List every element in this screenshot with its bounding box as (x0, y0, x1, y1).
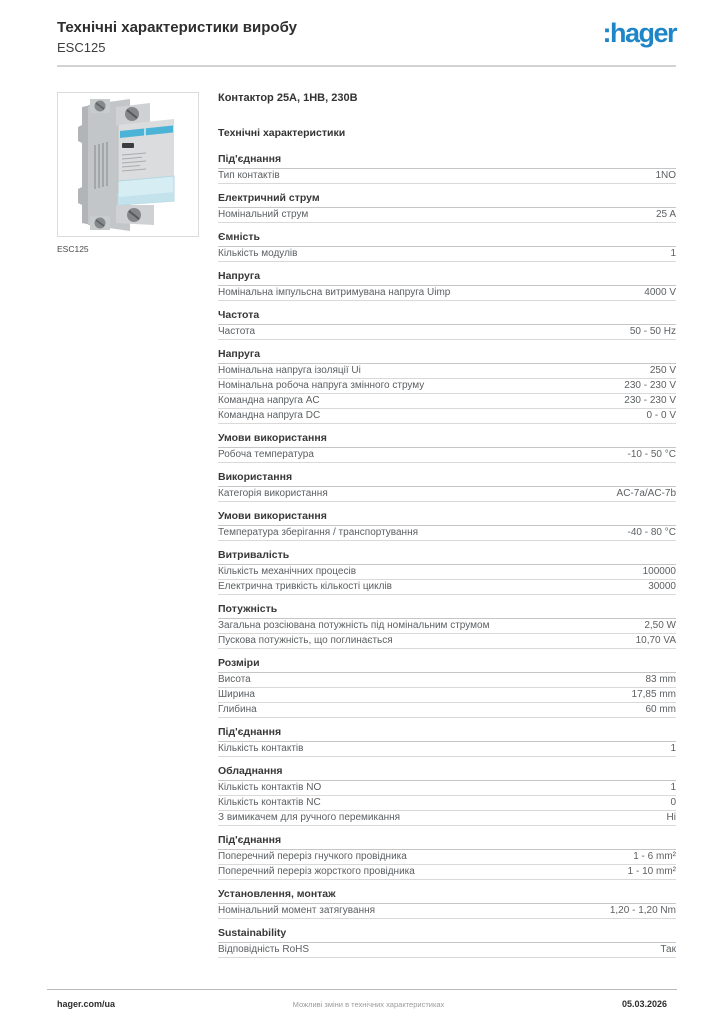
spec-value: 30000 (648, 581, 676, 592)
spec-label: Номінальний момент затягування (218, 905, 376, 916)
main-content (57, 92, 676, 966)
spec-label: Командна напруга DC (218, 410, 321, 421)
page-header (57, 19, 676, 55)
spec-row (218, 634, 676, 649)
spec-section-title: Частота (218, 309, 676, 325)
spec-row (218, 247, 676, 262)
spec-table (218, 153, 676, 958)
spec-label: Висота (218, 674, 251, 685)
spec-value: 10,70 VA (635, 635, 676, 646)
spec-row (218, 526, 676, 541)
product-image-frame (57, 92, 199, 237)
spec-value: 25 A (655, 209, 676, 220)
spec-section-title: Під'єднання (218, 834, 676, 850)
spec-label: З вимикачем для ручного перемикання (218, 812, 401, 823)
spec-row (218, 703, 676, 718)
spec-row (218, 943, 676, 958)
spec-value: 50 - 50 Hz (629, 326, 676, 337)
spec-value: 1 (670, 248, 676, 259)
spec-section (218, 153, 676, 184)
spec-row (218, 673, 676, 688)
spec-label: Глибина (218, 704, 257, 715)
spec-row (218, 580, 676, 595)
spec-value: 1 (670, 743, 676, 754)
contactor-product-photo (58, 93, 198, 236)
spec-section-title: Напруга (218, 348, 676, 364)
spec-value: 2,50 W (644, 620, 676, 631)
spec-label: Частота (218, 326, 256, 337)
spec-label: Кількість контактів NO (218, 782, 322, 793)
footer-disclaimer: Можливі зміни в технічних характеристиках (292, 1000, 445, 1009)
spec-label: Тип контактів (218, 170, 280, 181)
tech-characteristics-heading: Технічні характеристики (218, 127, 346, 139)
spec-label: Загальна розсіювана потужність під номінальним струмом (218, 620, 490, 631)
spec-row (218, 286, 676, 301)
spec-label: Поперечний переріз гнучкого провідника (218, 851, 407, 862)
spec-value: 230 - 230 V (624, 380, 676, 391)
spec-label: Номінальна напруга ізоляції Ui (218, 365, 361, 376)
spec-row (218, 619, 676, 634)
hager-logo: :hager (602, 18, 676, 48)
spec-row (218, 448, 676, 463)
spec-section-title: Ємність (218, 231, 676, 247)
spec-value: Ні (666, 812, 676, 823)
spec-section-title: Напруга (218, 270, 676, 286)
spec-section-title: Умови використання (218, 432, 676, 448)
spec-section (218, 726, 676, 757)
header-divider (57, 65, 676, 67)
spec-section (218, 510, 676, 541)
spec-section (218, 348, 676, 424)
footer-date: 05.03.2026 (621, 999, 667, 1009)
spec-row (218, 796, 676, 811)
spec-label: Робоча температура (218, 449, 314, 460)
spec-row (218, 379, 676, 394)
footer-row (47, 990, 677, 1009)
footer-website-link[interactable]: hager.com/ua (57, 999, 116, 1009)
spec-value: 0 - 0 V (646, 410, 676, 421)
spec-value: -40 - 80 °C (627, 527, 676, 538)
spec-section-title: Потужність (218, 603, 676, 619)
spec-value: 17,85 mm (631, 689, 676, 700)
spec-section (218, 765, 676, 826)
spec-row (218, 850, 676, 865)
spec-section-title: Умови використання (218, 510, 676, 526)
spec-value: 60 mm (645, 704, 676, 715)
spec-value: 100000 (642, 566, 676, 577)
spec-row (218, 325, 676, 340)
spec-row (218, 208, 676, 223)
spec-section-title: Витривалість (218, 549, 676, 565)
spec-row (218, 394, 676, 409)
spec-section (218, 834, 676, 880)
spec-value: -10 - 50 °C (627, 449, 676, 460)
spec-label: Електрична тривкість кількості циклів (218, 581, 392, 592)
spec-value: 1NO (655, 170, 676, 181)
spec-value: AC-7a/AC-7b (616, 488, 676, 499)
spec-label: Температура зберігання / транспортування (218, 527, 419, 538)
spec-value: 1 - 6 mm² (633, 851, 676, 862)
spec-value: 250 V (649, 365, 676, 376)
spec-row (218, 409, 676, 424)
spec-label: Кількість контактів (218, 743, 304, 754)
spec-column (218, 92, 676, 966)
spec-section (218, 270, 676, 301)
product-image-caption: ESC125 (57, 244, 89, 254)
spec-label: Категорія використання (218, 488, 328, 499)
spec-value: 1 - 10 mm² (627, 866, 676, 877)
spec-row (218, 565, 676, 580)
spec-value: 83 mm (645, 674, 676, 685)
product-code: ESC125 (57, 39, 106, 55)
spec-section-title: Обладнання (218, 765, 676, 781)
spec-label: Командна напруга AC (218, 395, 320, 406)
spec-row (218, 811, 676, 826)
spec-value: 1 (670, 782, 676, 793)
spec-section-title: Розміри (218, 657, 676, 673)
product-title: Контактор 25А, 1НВ, 230В (218, 92, 358, 104)
spec-label: Кількість модулів (218, 248, 298, 259)
spec-row (218, 364, 676, 379)
spec-value: 230 - 230 V (624, 395, 676, 406)
spec-section (218, 432, 676, 463)
product-image-column (57, 92, 199, 966)
spec-row (218, 688, 676, 703)
spec-section (218, 603, 676, 649)
spec-label: Кількість механічних процесів (218, 566, 357, 577)
spec-section (218, 231, 676, 262)
spec-section-title: Установлення, монтаж (218, 888, 676, 904)
spec-row (218, 487, 676, 502)
spec-label: Ширина (218, 689, 255, 700)
spec-row (218, 781, 676, 796)
spec-label: Поперечний переріз жорсткого провідника (218, 866, 415, 877)
spec-section-title: Електричний струм (218, 192, 676, 208)
spec-section (218, 471, 676, 502)
spec-label: Відповідність RoHS (218, 944, 310, 955)
spec-section-title: Під'єднання (218, 726, 676, 742)
spec-label: Номінальна імпульсна витримувана напруга Uimp (218, 287, 451, 298)
spec-section-title: Використання (218, 471, 676, 487)
spec-row (218, 904, 676, 919)
spec-label: Номінальна робоча напруга змінного струму (218, 380, 425, 391)
spec-value: Так (660, 944, 676, 955)
spec-section (218, 888, 676, 919)
spec-section (218, 309, 676, 340)
spec-label: Пускова потужність, що поглинається (218, 635, 393, 646)
page-footer (47, 989, 677, 1009)
spec-label: Номінальний струм (218, 209, 309, 220)
spec-row (218, 742, 676, 757)
spec-section (218, 549, 676, 595)
spec-row (218, 169, 676, 184)
spec-section-title: Під'єднання (218, 153, 676, 169)
spec-section-title: Sustainability (218, 927, 676, 943)
spec-row (218, 865, 676, 880)
spec-section (218, 657, 676, 718)
spec-section (218, 927, 676, 958)
spec-value: 1,20 - 1,20 Nm (609, 905, 676, 916)
page-title: Технічні характеристики виробу (57, 19, 297, 36)
spec-value: 4000 V (644, 287, 676, 298)
spec-value: 0 (670, 797, 676, 808)
spec-label: Кількість контактів NC (218, 797, 321, 808)
spec-section (218, 192, 676, 223)
